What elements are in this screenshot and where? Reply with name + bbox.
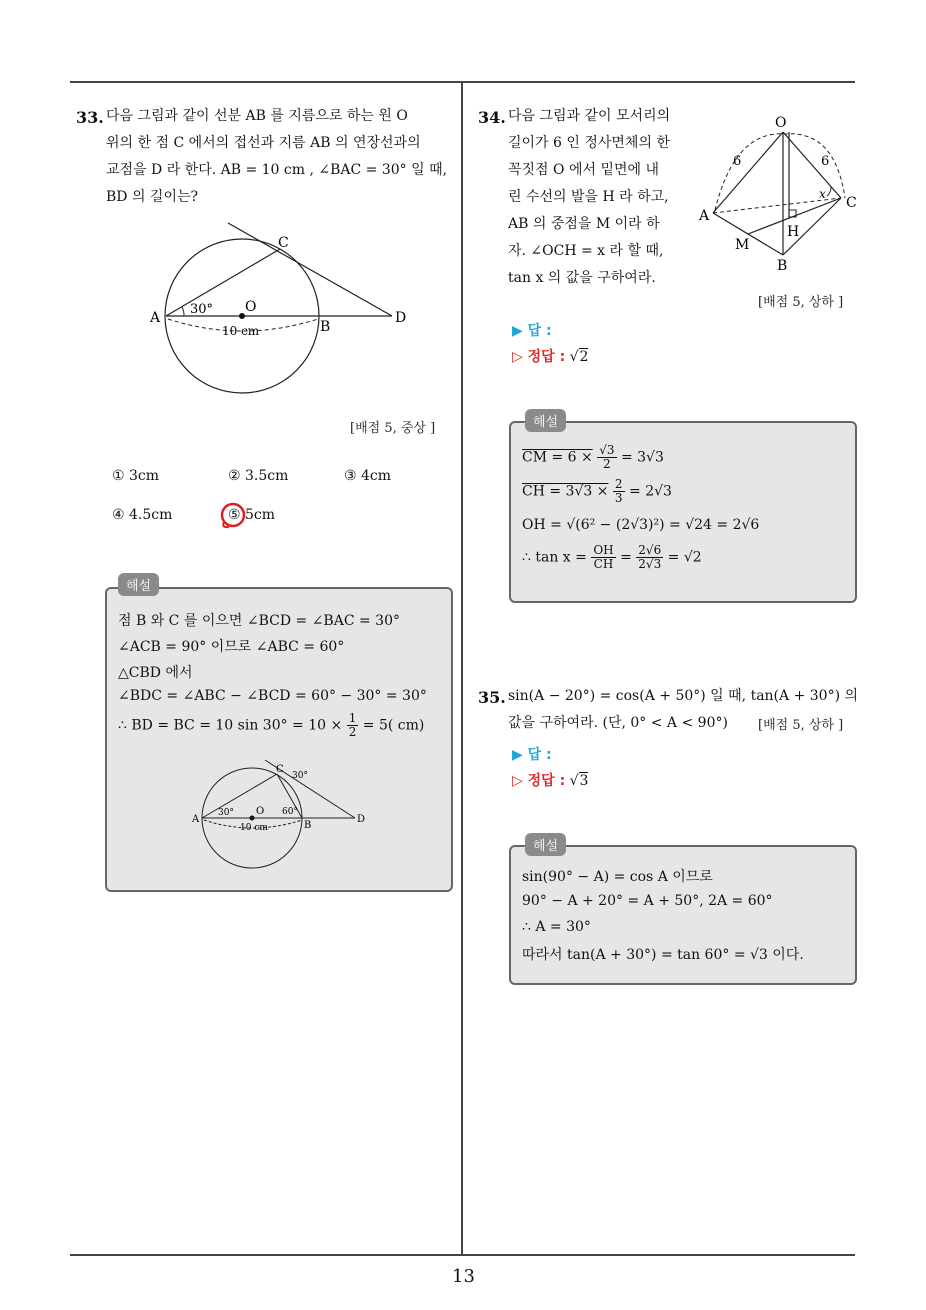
q34-text	[508, 103, 698, 292]
q34-sol-text: = √2	[667, 549, 702, 566]
q34-sol-text: ∴ tan x =	[522, 549, 587, 566]
q33-sol-line: ∠ACB = 90° 이므로 ∠ABC = 60°	[118, 639, 345, 655]
choice-3[interactable]: ③ 4cm	[344, 468, 392, 484]
q34-line: 자. ∠OCH = x 라 할 때,	[508, 243, 664, 259]
small-label-30b: 30°	[292, 771, 308, 781]
q33-score: [배점 5, 중상 ]	[350, 421, 436, 436]
half-fraction	[347, 712, 359, 739]
tet-label-6a: 6	[733, 154, 742, 169]
small-label-a: A	[192, 814, 200, 825]
q33-solution-tag: 해설	[118, 573, 159, 596]
q34-line: 린 수선의 발을 H 라 하고,	[508, 189, 669, 205]
q34-sol-line-4	[522, 544, 702, 571]
tet-label-c: C	[846, 195, 857, 211]
selected-circle-mark	[219, 500, 249, 530]
q33-small-figure	[190, 758, 370, 878]
q34-correct-answer: ▷ 정답 : √2	[512, 349, 589, 365]
q35-solution-tag: 해설	[525, 833, 566, 856]
small-label-c: C	[276, 764, 284, 775]
q34-line: 다음 그림과 같이 모서리의	[508, 108, 671, 124]
choice-2[interactable]: ② 3.5cm	[228, 468, 289, 484]
q35-score: [배점 5, 상하 ]	[758, 718, 844, 733]
q35-correct-answer: ▷ 정답 : √3	[512, 773, 589, 789]
label-a: A	[150, 310, 161, 326]
fraction: $\frac{√3}{2}$	[599, 443, 615, 471]
label-b: B	[320, 319, 331, 335]
q35-answer-label[interactable]: ▶ 답 :	[512, 747, 552, 763]
q34-line: AB 의 중점을 M 이라 하	[508, 216, 660, 232]
choice-1[interactable]: ① 3cm	[112, 468, 160, 484]
fraction: $\frac{2}{3}$	[614, 477, 623, 505]
q33-line: BD 의 길이는?	[106, 189, 199, 205]
q33-line: 다음 그림과 같이 선분 AB 를 지름으로 하는 원 O	[106, 108, 408, 124]
q34-line: tan x 의 값을 구하여라.	[508, 270, 656, 286]
fraction: $\frac{2√6}{2√3}$	[638, 543, 662, 571]
q35-number: 35.	[478, 688, 506, 707]
q33-sol-line: 점 B 와 C 를 이으면 ∠BCD = ∠BAC = 30°	[118, 613, 400, 629]
q34-sol-line-3: OH = √(6² − (2√3)²) = √24 = 2√6	[522, 517, 760, 533]
q34-sol-line-1	[522, 444, 664, 471]
q35-line: sin(A − 20°) = cos(A + 50°) 일 때, tan(A + 30°) 의	[508, 688, 859, 704]
label-d: D	[395, 310, 407, 326]
q33-sol-line: △CBD 에서	[118, 665, 193, 681]
column-divider	[461, 82, 463, 1256]
q34-sol-text: = 2√3	[629, 483, 672, 500]
q34-line: 꼭짓점 O 에서 밑면에 내	[508, 162, 659, 178]
q34-solution-tag: 해설	[525, 409, 566, 432]
q33-sol-text: ∴ BD = BC = 10 sin 30° = 10 ×	[118, 717, 343, 734]
tet-label-h: H	[787, 224, 800, 240]
chord-ac	[166, 249, 280, 316]
q34-sol-text: CM = 6 ×	[522, 449, 593, 466]
tet-label-b: B	[777, 258, 788, 274]
q35-line: 값을 구하여라. (단, 0° < A < 90°)	[508, 715, 728, 731]
bottom-rule	[70, 1254, 855, 1256]
q33-sol-line	[118, 712, 424, 739]
q33-figure	[140, 215, 440, 415]
tet-label-6b: 6	[821, 154, 830, 169]
q33-text	[106, 103, 456, 211]
q34-score: [배점 5, 상하 ]	[758, 295, 844, 310]
q35-sol-line: 90° − A + 20° = A + 50°, 2A = 60°	[522, 893, 773, 909]
q35-sol-line: ∴ A = 30°	[522, 919, 591, 935]
small-label-o: O	[256, 806, 265, 817]
label-length: 10 cm	[222, 324, 260, 338]
q33-sol-text: = 5( cm)	[362, 717, 425, 734]
q34-number: 34.	[478, 108, 506, 127]
choice-4[interactable]: ④ 4.5cm	[112, 507, 173, 523]
half-den: 2	[348, 725, 357, 739]
choice-5[interactable]: ⑤ 5cm	[228, 507, 276, 523]
q34-sol-text: CH = 3√3 ×	[522, 483, 609, 500]
tet-label-a: A	[699, 208, 710, 224]
small-label-60: 60°	[282, 807, 298, 817]
small-label-d: D	[357, 814, 366, 825]
q34-line: 길이가 6 인 정사면체의 한	[508, 135, 670, 151]
small-label-length: 10 cm	[240, 823, 268, 833]
q34-tetrahedron-figure	[695, 110, 865, 280]
q34-correct-label: ▷ 정답 :	[512, 349, 566, 365]
q35-correct-label: ▷ 정답 :	[512, 773, 566, 789]
label-c: C	[278, 235, 289, 251]
q34-correct-value: 2	[579, 349, 589, 365]
q33-sol-line: ∠BDC = ∠ABC − ∠BCD = 60° − 30° = 30°	[118, 688, 427, 704]
page-number: 13	[452, 1266, 475, 1287]
q34-answer-label[interactable]: ▶ 답 :	[512, 323, 552, 339]
half-num: 1	[348, 711, 357, 725]
fraction: $\frac{OH}{CH}$	[593, 543, 614, 571]
tet-label-m: M	[735, 237, 750, 253]
q34-sol-line-2	[522, 478, 672, 505]
tet-label-x: x	[819, 187, 826, 201]
angle-arc	[182, 307, 184, 316]
q35-sol-line: sin(90° − A) = cos A 이므로	[522, 869, 713, 885]
label-o: O	[245, 299, 257, 315]
q34-sol-text: =	[620, 549, 632, 566]
q33-line: 교점을 D 라 한다. AB = 10 cm , ∠BAC = 30° 일 때,	[106, 162, 448, 178]
tet-label-o: O	[775, 115, 787, 131]
q35-sol-line: 따라서 tan(A + 30°) = tan 60° = √3 이다.	[522, 947, 804, 963]
q33-line: 위의 한 점 C 에서의 접선과 지름 AB 의 연장선과의	[106, 135, 421, 151]
q35-correct-value: 3	[579, 773, 589, 789]
q33-number: 33.	[76, 108, 104, 127]
small-label-30a: 30°	[218, 808, 234, 818]
small-label-b: B	[304, 820, 312, 831]
q34-sol-text: = 3√3	[620, 449, 664, 466]
label-angle: 30°	[190, 302, 214, 317]
